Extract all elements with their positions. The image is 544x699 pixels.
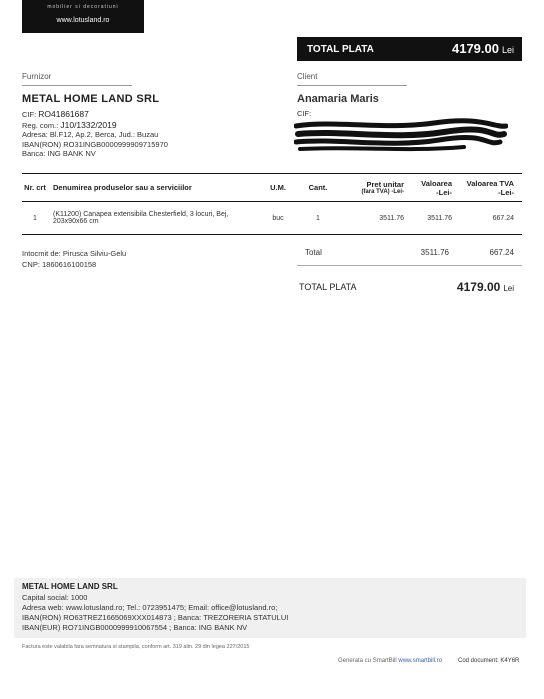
supplier-reg-line: Reg. com.: J10/1332/2019	[22, 119, 117, 130]
footer-company-name: METAL HOME LAND SRL	[22, 582, 118, 591]
summary-vat: 667.24	[489, 248, 514, 257]
supplier-iban: IBAN(RON) RO31INGB0000999909715970	[22, 139, 168, 149]
company-logo	[22, 0, 144, 33]
table-header-row	[22, 174, 522, 202]
client-cif-label: CIF:	[297, 109, 312, 118]
issued-cnp: CNP: 1860616100158	[22, 260, 97, 270]
logo-tagline: mobilier si decoratiuni	[47, 4, 119, 10]
client-section-title: Client	[297, 72, 407, 86]
summary-total-row	[297, 240, 522, 266]
issued-by: Intocmit de: Pirusca Silviu-Gelu	[22, 249, 127, 258]
issued-by-block	[22, 248, 126, 271]
total-due-amount: 4179.00	[451, 41, 499, 56]
smartbill-link[interactable]: www.smartbill.ro	[398, 658, 443, 664]
row-description: (K11200) Canapea extensibila Chesterfield, 3 locuri, Bej, 203x90x66 cm	[48, 202, 258, 235]
redaction-scribble	[294, 118, 508, 154]
col-vat-header: Valoarea TVA -Lei-	[454, 174, 522, 202]
row-value: 3511.76	[406, 202, 454, 235]
total-due-bottom-amount: 4179.00	[456, 280, 501, 294]
total-due-bottom	[297, 276, 522, 298]
footer-company-info	[14, 578, 526, 638]
total-due-label: TOTAL PLATA	[307, 43, 374, 55]
col-nr-header: Nr. crt	[22, 174, 48, 202]
invoice-items-table	[22, 173, 522, 235]
supplier-name: METAL HOME LAND SRL	[22, 93, 160, 105]
total-due-currency: Lei	[501, 45, 514, 55]
row-qty: 1	[298, 202, 338, 235]
total-due-banner	[297, 37, 522, 61]
row-unit-price: 3511.76	[338, 202, 406, 235]
legal-note: Factura este valabila fara semnatura si stampila, conform art. 319 alin. 29 din legea 227/2015	[22, 644, 250, 650]
supplier-reg: J10/1332/2019	[60, 119, 117, 130]
row-vat: 667.24	[454, 202, 522, 235]
client-name: Anamaria Maris	[297, 93, 379, 105]
footer-contact: Adresa web: www.lotusland.ro; Tel.: 0723951475; Email: office@lotusland.ro;	[22, 603, 278, 613]
row-nr: 1	[22, 202, 48, 235]
summary-label: Total	[305, 248, 322, 257]
logo-website: www.lotusland.ro	[56, 17, 110, 24]
col-qty-header: Cant.	[298, 174, 338, 202]
col-value-header: Valoarea -Lei-	[406, 174, 454, 202]
supplier-cif-line: CIF: RO41861687	[22, 109, 89, 119]
summary-value: 3511.76	[420, 248, 449, 257]
footer-capital: Capital social: 1000	[22, 593, 88, 602]
total-due-bottom-label: TOTAL PLATA	[299, 282, 357, 292]
footer-iban-eur: IBAN(EUR) RO71INGB0000999910067554 ; Banca: ING BANK NV	[22, 623, 248, 633]
table-row	[22, 202, 522, 235]
supplier-details	[22, 109, 168, 158]
total-due-bottom-currency: Lei	[503, 284, 514, 293]
col-um-header: U.M.	[258, 174, 298, 202]
total-due-amount-group	[452, 40, 514, 58]
supplier-section-title: Furnizor	[22, 72, 132, 86]
supplier-bank: Banca: ING BANK NV	[22, 149, 96, 158]
generated-by: Generata cu SmartBill www.smartbill.ro	[338, 658, 443, 664]
supplier-cif: RO41861687	[38, 109, 89, 119]
col-unit-price-header: Pret unitar (fara TVA) -Lei-	[338, 174, 406, 202]
col-product-header: Denumirea produselor sau a serviciilor	[48, 174, 258, 202]
client-cif-line	[297, 109, 311, 118]
supplier-address: Adresa: Bl.F12, Ap.2, Berca, Jud.: Buzau	[22, 130, 159, 140]
row-um: buc	[258, 202, 298, 235]
footer-iban-ron: IBAN(RON) RO63TREZ1665069XXX014873 ; Banca: TREZORERIA STATULUI	[22, 613, 289, 623]
document-code: Cod document: K4Y6R	[458, 658, 520, 664]
